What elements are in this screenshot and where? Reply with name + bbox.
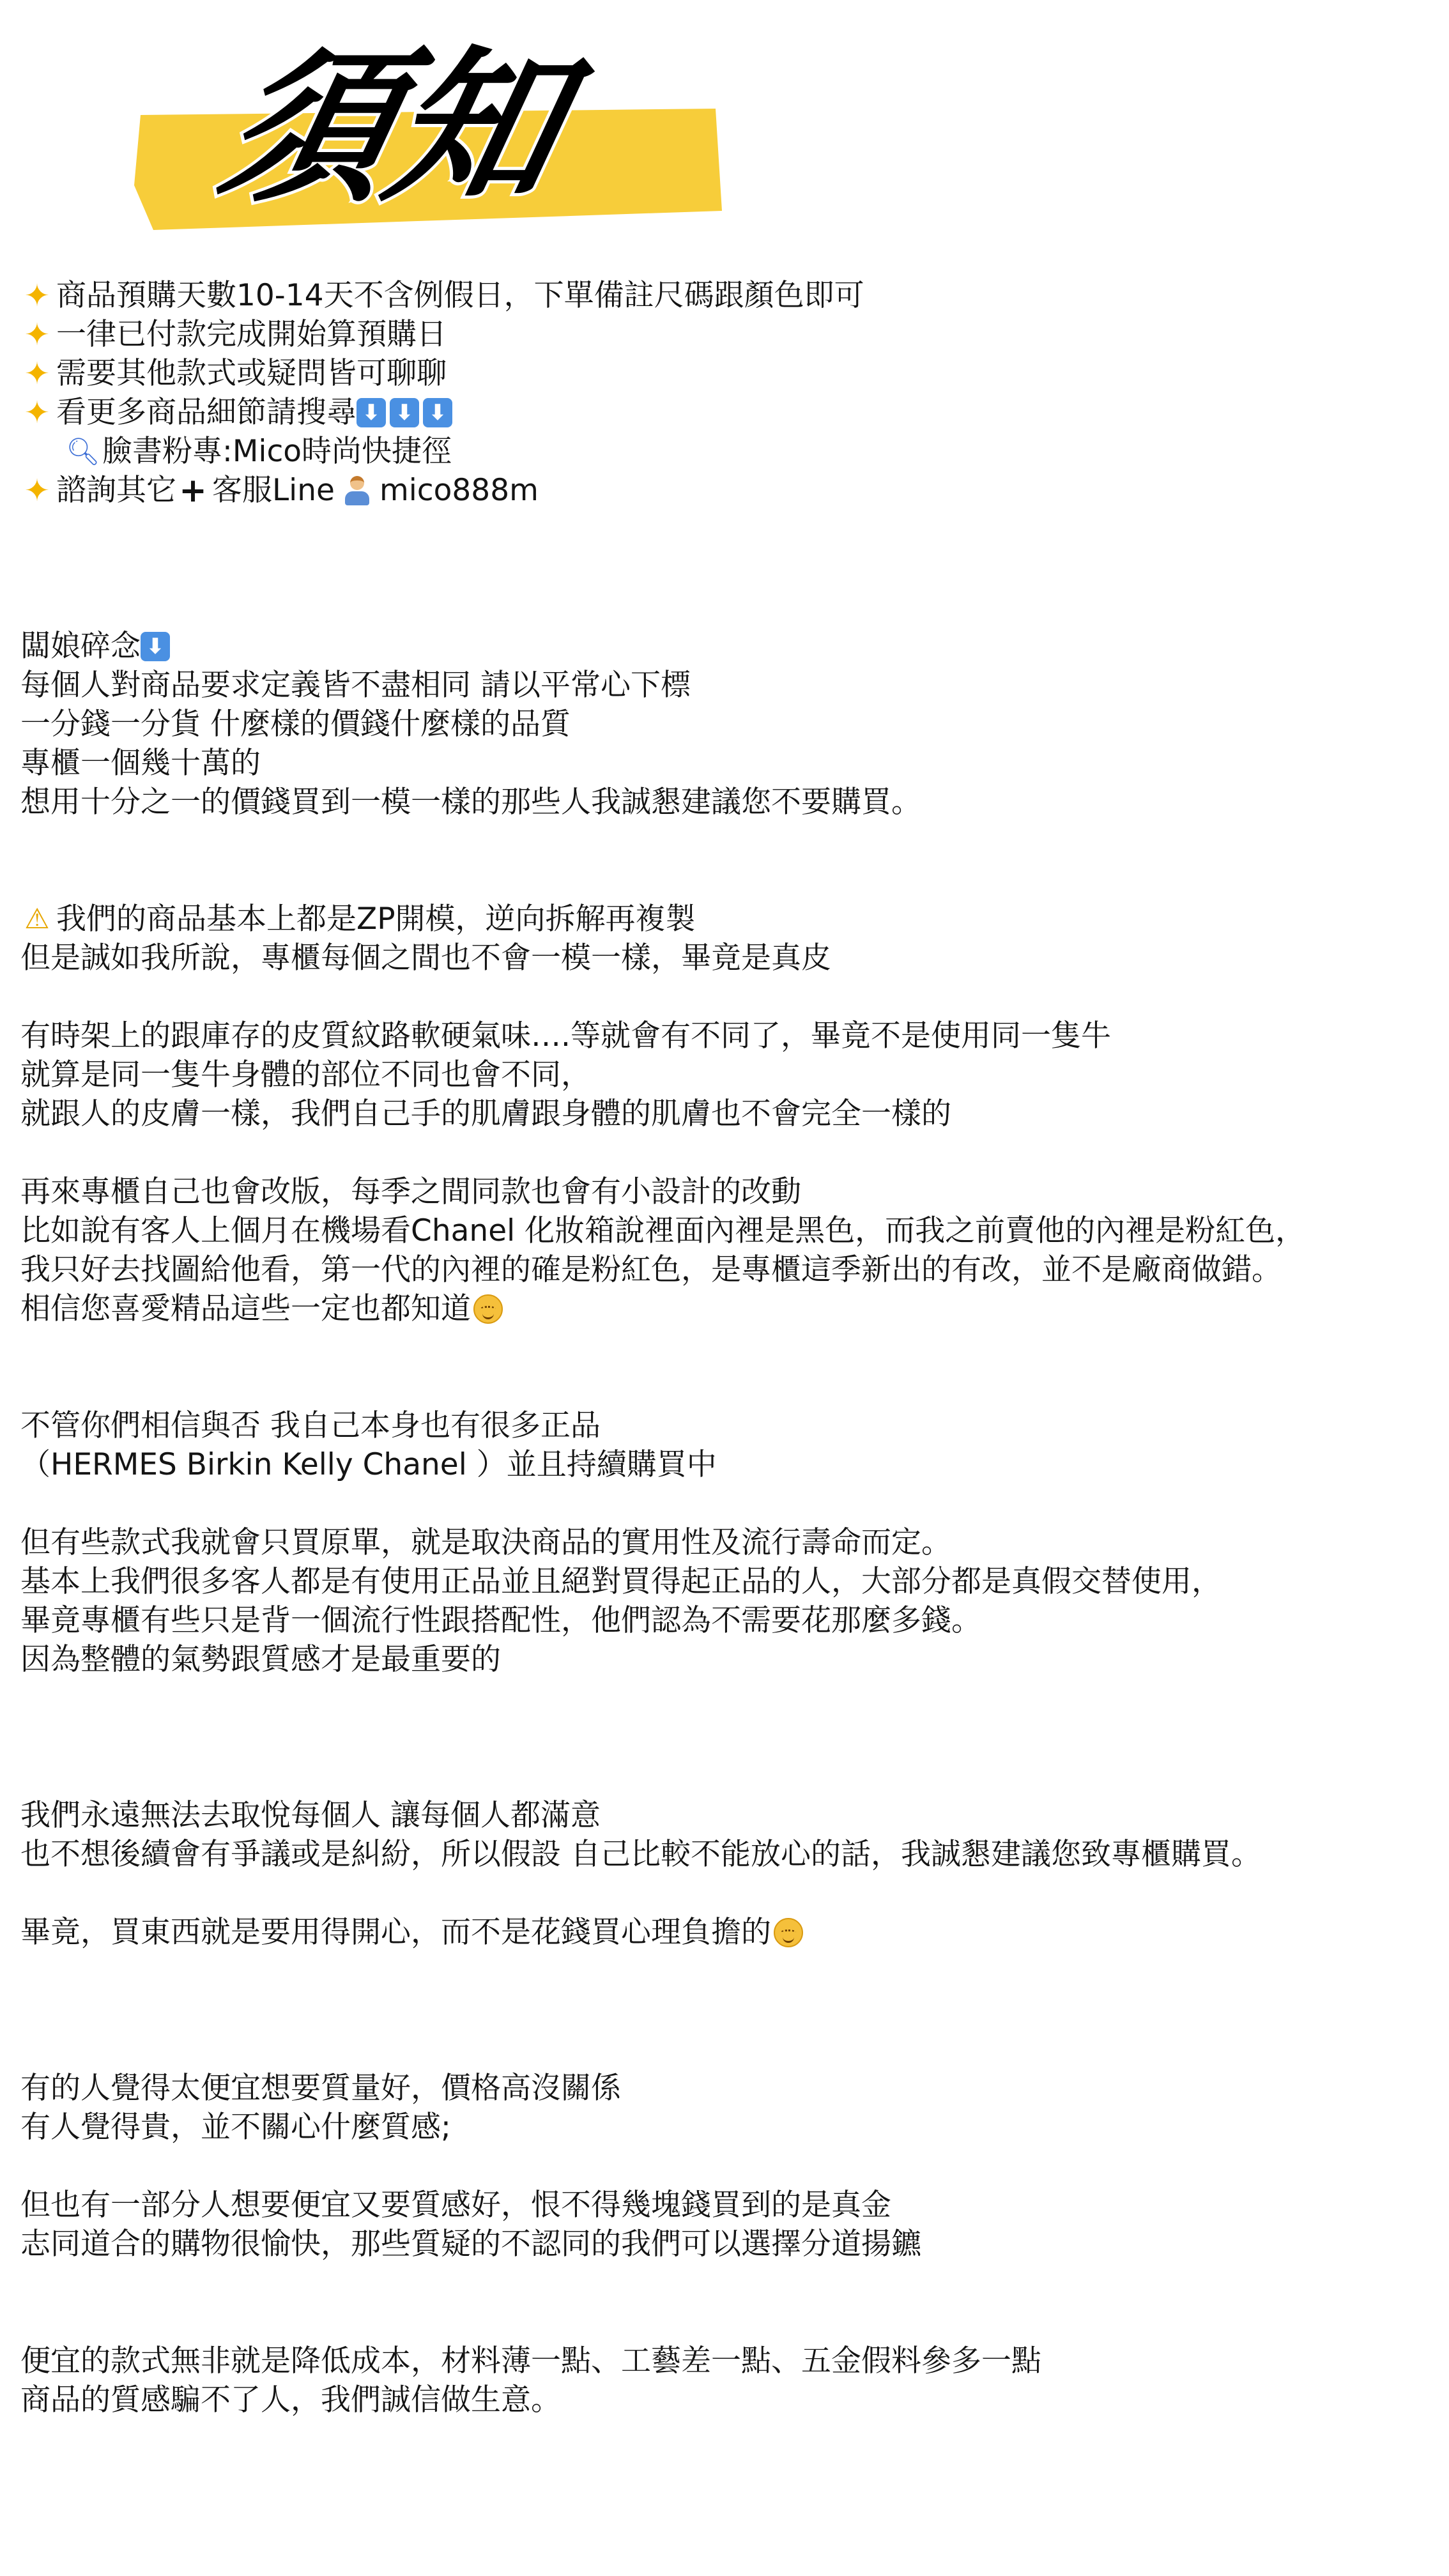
- customer-service-icon: [341, 475, 373, 507]
- text-line: 畢竟專櫃有些只是背一個流行性跟搭配性，他們認為不需要花那麼多錢。: [20, 1603, 981, 1638]
- text-line: 基本上我們很多客人都是有使用正品並且絕對買得起正品的人，大部分都是真假交替使用，: [20, 1564, 1222, 1599]
- star-icon: ✦: [24, 316, 50, 353]
- facebook-line: 🔍︎ 臉書粉專:Mico時尚快捷徑: [66, 434, 452, 469]
- text-line: 志同道合的購物很愉快，那些質疑的不認同的我們可以選擇分道揚鑣: [20, 2227, 921, 2262]
- text-line: 再來專櫃自己也會改版，每季之間同款也會有小設計的改動: [20, 1174, 801, 1209]
- notice-content: [20, 276, 1432, 2419]
- owner-heading: 闆娘碎念 ⬇: [20, 627, 1432, 666]
- text-line: 每個人對商品要求定義皆不盡相同 請以平常心下標: [20, 668, 691, 703]
- down-arrow-icon: ⬇: [423, 398, 452, 427]
- info-line: ✦ 看更多商品細節請搜尋 ⬇ ⬇ ⬇: [20, 393, 1432, 432]
- magnifier-icon: 🔍︎: [66, 435, 100, 467]
- line-contact-line: ✦ 諮詢其它 + 客服Line mico888m: [20, 471, 1432, 510]
- text-line: 一分錢一分貨 什麼樣的價錢什麼樣的品質: [20, 707, 571, 742]
- title-banner: [115, 19, 741, 236]
- down-arrow-icon: ⬇: [390, 398, 419, 427]
- text-line: 有人覺得貴，並不關心什麼質感;: [20, 2110, 451, 2145]
- zp-heading: ⚠ 我們的商品基本上都是ZP開模，逆向拆解再複製: [20, 900, 1432, 939]
- text-line: 就算是同一隻牛身體的部位不同也會不同，: [20, 1057, 591, 1092]
- text-line: 我只好去找圖給他看，第一代的內裡的確是粉紅色，是專櫃這季新出的有改，並不是廠商做錯。: [20, 1252, 1282, 1287]
- down-arrow-icon: ⬇: [356, 398, 386, 427]
- warning-icon: ⚠: [24, 902, 50, 935]
- text-line: 有時架上的跟庫存的皮質紋路軟硬氣味….等就會有不同了，畢竟不是使用同一隻牛: [20, 1018, 1111, 1054]
- smiling-face-icon: [774, 1918, 803, 1947]
- star-icon: ✦: [24, 472, 50, 509]
- text-line: 但有些款式我就會只買原單，就是取決商品的實用性及流行壽命而定。: [20, 1525, 951, 1560]
- header: [0, 0, 1449, 256]
- text-line: 也不想後續會有爭議或是糾紛，所以假設 自己比較不能放心的話，我誠懇建議您致專櫃購買。: [20, 1837, 1261, 1872]
- text-line: 便宜的款式無非就是降低成本，材料薄一點、工藝差一點、五金假料參多一點: [20, 2343, 1041, 2379]
- text-line: 比如說有客人上個月在機場看Chanel 化妝箱說裡面內裡是黑色，而我之前賣他的內裡是粉紅色，: [20, 1213, 1306, 1248]
- down-arrow-icon: ⬇: [141, 632, 170, 661]
- star-icon: ✦: [24, 355, 50, 392]
- info-line: ✦ 一律已付款完成開始算預購日: [20, 315, 1432, 354]
- text-line-with-emoji: 畢竟，買東西就是要用得開心，而不是花錢買心理負擔的: [20, 1913, 1432, 1952]
- text-line: （HERMES Birkin Kelly Chanel ）並且持續購買中: [20, 1447, 717, 1482]
- page-title: 須知: [205, 31, 579, 226]
- info-line: ✦ 商品預購天數10-14天不含例假日，下單備註尺碼跟顏色即可: [20, 276, 1432, 315]
- text-line: 就跟人的皮膚一樣，我們自己手的肌膚跟身體的肌膚也不會完全一樣的: [20, 1096, 951, 1131]
- star-icon: ✦: [24, 394, 50, 431]
- text-line: 商品的質感騙不了人，我們誠信做生意。: [20, 2382, 561, 2418]
- star-icon: ✦: [24, 277, 50, 314]
- text-line: 但是誠如我所說，專櫃每個之間也不會一模一樣，畢竟是真皮: [20, 940, 831, 976]
- smiling-face-icon: [473, 1294, 503, 1324]
- info-line: ✦ 需要其他款式或疑問皆可聊聊: [20, 354, 1432, 393]
- text-line: 我們永遠無法去取悅每個人 讓每個人都滿意: [20, 1798, 601, 1833]
- line-id: mico888m: [379, 473, 539, 508]
- text-line: 但也有一部分人想要便宜又要質感好，恨不得幾塊錢買到的是真金: [20, 2188, 891, 2223]
- text-line: 因為整體的氣勢跟質感才是最重要的: [20, 1642, 501, 1677]
- plus-icon: +: [179, 471, 207, 510]
- text-line: 專櫃一個幾十萬的: [20, 746, 261, 781]
- text-line: 想用十分之一的價錢買到一模一樣的那些人我誠懇建議您不要購買。: [20, 785, 921, 820]
- text-line-with-emoji: 相信您喜愛精品這些一定也都知道: [20, 1289, 1432, 1328]
- text-line: 有的人覺得太便宜想要質量好，價格高沒關係: [20, 2071, 621, 2106]
- text-line: 不管你們相信與否 我自己本身也有很多正品: [20, 1408, 601, 1443]
